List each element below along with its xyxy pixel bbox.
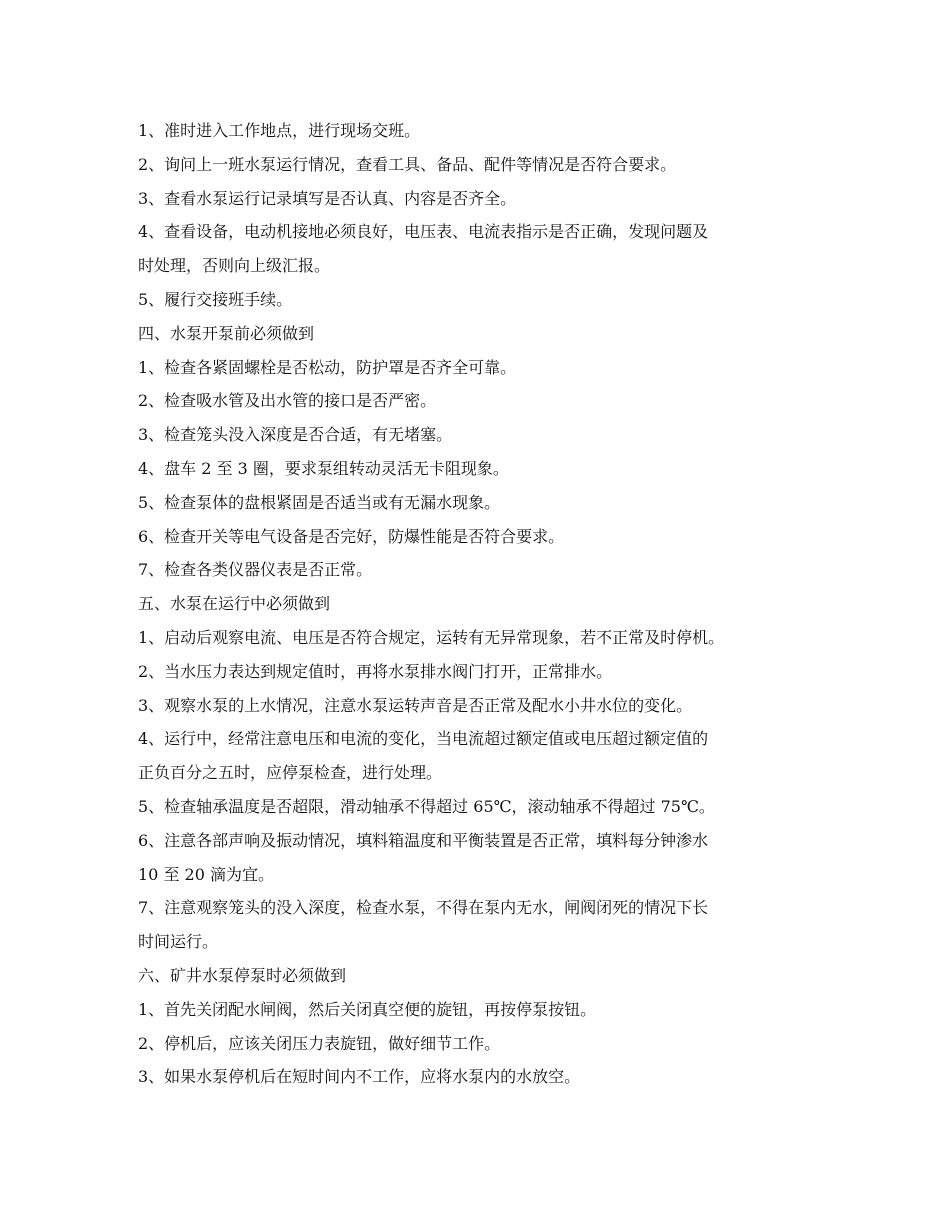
- section-heading-4: 四、水泵开泵前必须做到: [138, 323, 315, 343]
- line-4: 4、查看设备，电动机接地必须良好，电压表、电流表指示是否正确，发现问题及: [138, 222, 709, 242]
- line-11: 4、盘车 2 至 3 圈，要求泵组转动灵活无卡阻现象。: [138, 458, 509, 478]
- line-17: 2、当水压力表达到规定值时，再将水泵排水阀门打开，正常排水。: [138, 661, 613, 681]
- line-19: 4、运行中，经常注意电压和电流的变化，当电流超过额定值或电压超过额定值的: [138, 729, 709, 749]
- line-6: 5、履行交接班手续。: [138, 289, 293, 309]
- line-3: 3、查看水泵运行记录填写是否认真、内容是否齐全。: [138, 188, 517, 208]
- line-20: 正负百分之五时，应停泵检查，进行处理。: [138, 763, 443, 783]
- line-16: 1、启动后观察电流、电压是否符合规定，运转有无异常现象，若不正常及时停机。: [138, 627, 725, 647]
- line-29: 3、如果水泵停机后在短时间内不工作，应将水泵内的水放空。: [138, 1067, 581, 1087]
- line-8: 1、检查各紧固螺栓是否松动，防护罩是否齐全可靠。: [138, 357, 517, 377]
- line-27: 1、首先关闭配水闸阀，然后关闭真空便的旋钮，再按停泵按钮。: [138, 999, 597, 1019]
- line-14: 7、检查各类仪器仪表是否正常。: [138, 560, 373, 580]
- line-13: 6、检查开关等电气设备是否完好，防爆性能是否符合要求。: [138, 526, 565, 546]
- line-12: 5、检查泵体的盘根紧固是否适当或有无漏水现象。: [138, 492, 501, 512]
- document-page: [138, 114, 828, 1094]
- line-2: 2、询问上一班水泵运行情况，查看工具、备品、配件等情况是否符合要求。: [138, 154, 677, 174]
- line-23: 10 至 20 滴为宜。: [138, 864, 274, 884]
- line-25: 时间运行。: [138, 932, 219, 952]
- line-24: 7、注意观察笼头的没入深度，检查水泵，不得在泵内无水，闸阀闭死的情况下长: [138, 898, 709, 918]
- line-9: 2、检查吸水管及出水管的接口是否严密。: [138, 391, 437, 411]
- line-22: 6、注意各部声响及振动情况，填料箱温度和平衡装置是否正常，填料每分钟渗水: [138, 830, 709, 850]
- line-10: 3、检查笼头没入深度是否合适，有无堵塞。: [138, 425, 453, 445]
- line-18: 3、观察水泵的上水情况，注意水泵运转声音是否正常及配水小井水位的变化。: [138, 695, 693, 715]
- line-5: 时处理，否则向上级汇报。: [138, 256, 331, 276]
- line-1: 1、准时进入工作地点，进行现场交班。: [138, 121, 421, 140]
- section-heading-6: 六、矿井水泵停泵时必须做到: [138, 965, 347, 985]
- section-heading-5: 五、水泵在运行中必须做到: [138, 594, 331, 614]
- line-28: 2、停机后，应该关闭压力表旋钮，做好细节工作。: [138, 1033, 501, 1053]
- line-21: 5、检查轴承温度是否超限，滑动轴承不得超过 65℃，滚动轴承不得超过 75℃。: [138, 796, 715, 816]
